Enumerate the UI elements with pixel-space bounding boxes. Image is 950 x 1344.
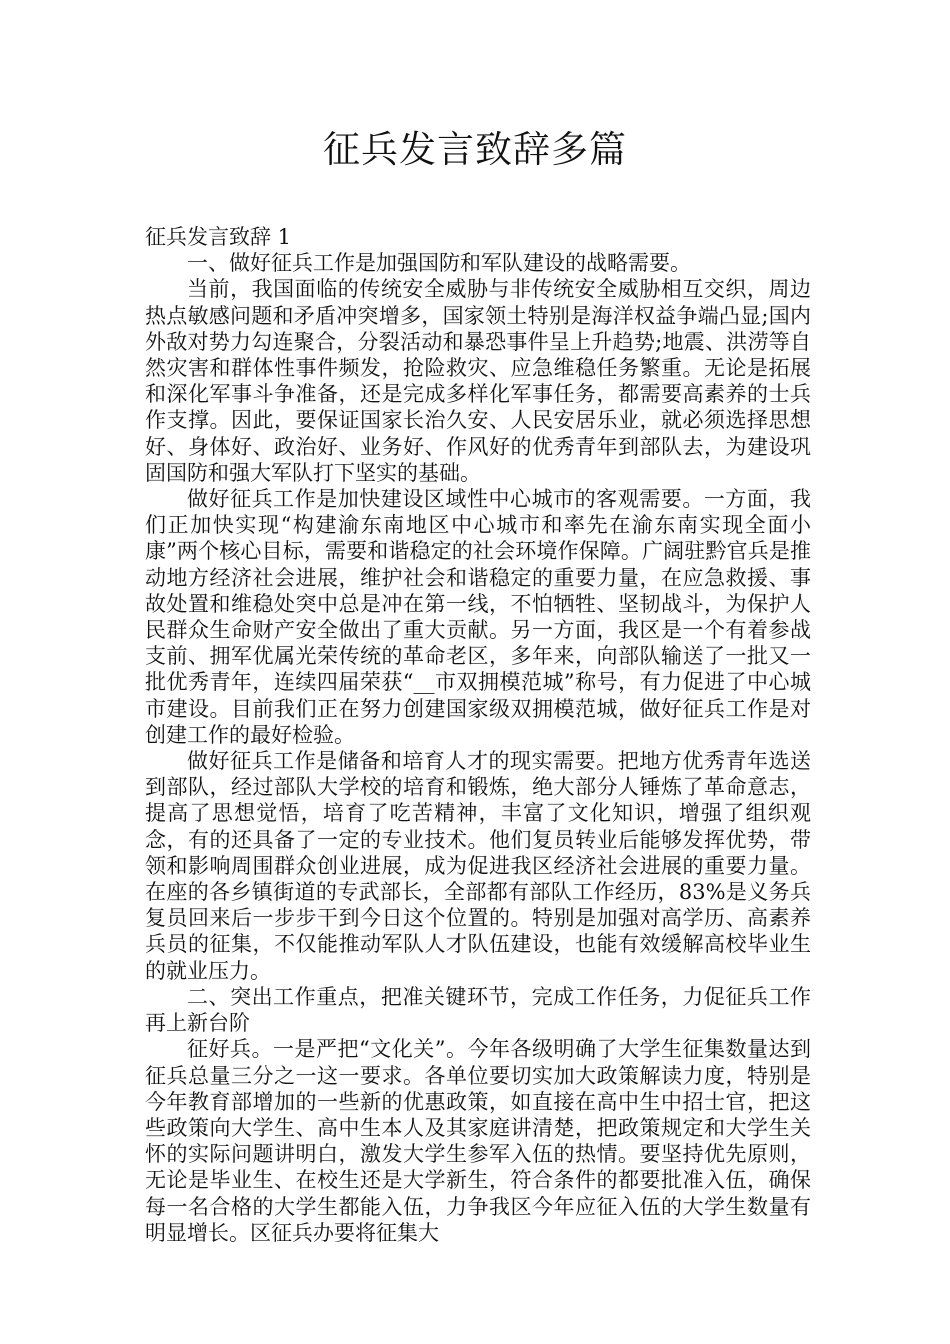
document-body xyxy=(145,224,811,1246)
paragraph: 当前，我国面临的传统安全威胁与非传统安全威胁相互交织，周边热点敏感问题和矛盾冲突增多，国家领土特别是海洋权益争端凸显;国内外敌对势力勾连聚合，分裂活动和暴恐事件呈上升趋势;地震、洪涝等自然灾害和群体性事件频发，抢险救灾、应急维稳任务繁重。无论是拓展和深化军事斗争准备，还是完成多样化军事任务，都需要高素养的士兵作支撑。因此，要保证国家长治久安、人民安居乐业，就必须选择思想好、身体好、政治好、业务好、作风好的优秀青年到部队去，为建设巩固国防和强大军队打下坚实的基础。 xyxy=(145,277,811,485)
paragraph: 做好征兵工作是储备和培育人才的现实需要。把地方优秀青年选送到部队，经过部队大学校的培育和锻炼，绝大部分人锤炼了革命意志，提高了思想觉悟，培育了吃苦精神，丰富了文化知识，增强了组织观念，有的还具备了一定的专业技术。他们复员转业后能够发挥优势，带领和影响周围群众创业进展，成为促进我区经济社会进展的重要力量。在座的各乡镇街道的专武部长，全部都有部队工作经历，83%是义务兵复员回来后一步步干到今日这个位置的。特别是加强对高学历、高素养兵员的征集，不仅能推动军队人才队伍建设，也能有效缓解高校毕业生的就业压力。 xyxy=(145,749,811,983)
paragraph: 二、突出工作重点，把准关键环节，完成工作任务，力促征兵工作再上新台阶 xyxy=(145,984,811,1036)
paragraph: 一、做好征兵工作是加强国防和军队建设的战略需要。 xyxy=(187,251,691,276)
document-title: 征兵发言致辞多篇 xyxy=(323,128,627,171)
paragraph: 做好征兵工作是加快建设区域性中心城市的客观需要。一方面，我们正加快实现“构建渝东南地区中心城市和率先在渝东南实现全面小康”两个核心目标，需要和谐稳定的社会环境作保障。广阔驻黔官兵是推动地方经济社会进展，维护社会和谐稳定的重要力量，在应急救援、事故处置和维稳处突中总是冲在第一线，不怕牺牲、坚韧战斗，为保护人民群众生命财产安全做出了重大贡献。另一方面，我区是一个有着参战支前、拥军优属光荣传统的革命老区，多年来，向部队输送了一批又一批优秀青年，连续四届荣获“__市双拥模范城”称号，有力促进了中心城市建设。目前我们正在努力创建国家级双拥模范城，做好征兵工作是对创建工作的最好检验。 xyxy=(145,487,811,747)
paragraph: 征好兵。一是严把“文化关”。今年各级明确了大学生征集数量达到征兵总量三分之一这一要求。各单位要切实加大政策解读力度，特别是今年教育部增加的一些新的优惠政策，如直接在高中生中招士官，把这些政策向大学生、高中生本人及其家庭讲清楚，把政策规定和大学生关怀的实际问题讲明白，激发大学生参军入伍的热情。要坚持优先原则，无论是毕业生、在校生还是大学新生，符合条件的都要批准入伍，确保每一名合格的大学生都能入伍，力争我区今年应征入伍的大学生数量有明显增长。区征兵办要将征集大 xyxy=(145,1037,811,1245)
section-heading: 征兵发言致辞 1 xyxy=(145,225,292,249)
